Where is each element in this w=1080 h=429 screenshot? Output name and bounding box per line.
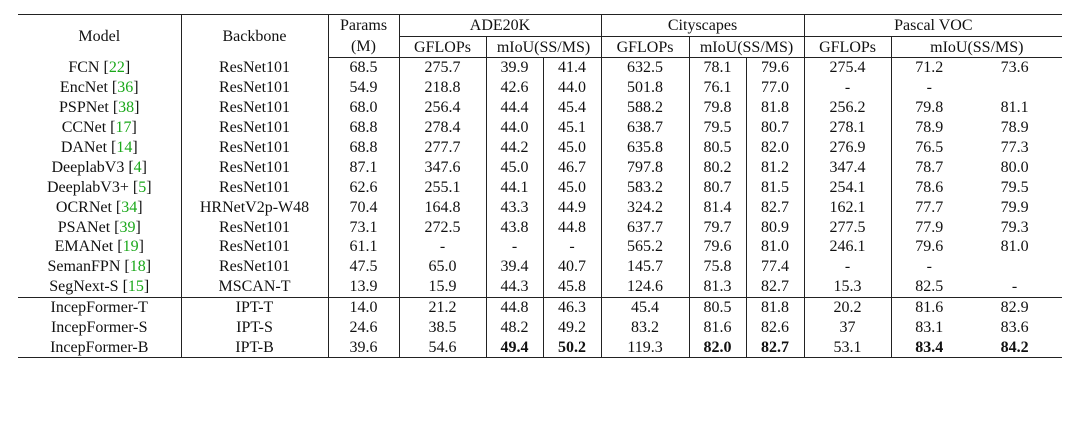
ade-value-cell: 54.6 <box>399 337 486 357</box>
citation-link[interactable]: 4 <box>133 158 142 176</box>
voc-value-cell: - <box>926 79 932 97</box>
city-value-cell: 77.0 <box>746 78 804 98</box>
city-value-cell: 81.2 <box>746 157 804 177</box>
city-value-cell: 637.7 <box>601 217 689 237</box>
model-name-cell <box>18 318 181 338</box>
ade-value-cell: 44.8 <box>486 297 543 317</box>
params-cell: 54.9 <box>328 78 399 98</box>
ade-value-cell: 43.3 <box>486 197 543 217</box>
voc-value-cell: 79.9 <box>1000 198 1029 216</box>
backbone-cell: MSCAN-T <box>181 277 328 297</box>
city-value-cell: 81.3 <box>689 277 746 297</box>
params-cell: 87.1 <box>328 157 399 177</box>
model-name: EMANet <box>54 238 114 256</box>
voc-value-cell: 79.6 <box>915 238 944 256</box>
city-value-cell-bold: 82.7 <box>761 338 790 356</box>
voc-value-cell: 76.5 <box>915 139 944 156</box>
city-value-cell: 145.7 <box>601 257 689 277</box>
city-value-cell: 45.4 <box>601 297 689 317</box>
city-value-cell: 82.6 <box>746 318 804 338</box>
city-value-cell: 588.2 <box>601 98 689 118</box>
citation-link[interactable]: 19 <box>122 238 139 256</box>
ade-value-cell: 45.0 <box>486 157 543 177</box>
voc-value-cell: 275.4 <box>804 58 891 78</box>
ours-rows <box>18 297 1062 358</box>
ade-value-cell: 48.2 <box>486 318 543 338</box>
backbone-cell: ResNet101 <box>181 237 328 257</box>
model-name: SemanFPN <box>47 258 121 276</box>
voc-value-cell: - <box>804 78 891 98</box>
voc-value-cell: 71.2 <box>915 59 944 77</box>
ade-value-cell: 42.6 <box>486 78 543 98</box>
citation-link[interactable]: 5 <box>138 178 147 196</box>
city-value-cell: 565.2 <box>601 237 689 257</box>
model-name-cell: DANet [14] <box>18 138 181 158</box>
voc-value-cell: 277.5 <box>804 217 891 237</box>
city-value-cell: 119.3 <box>601 337 689 357</box>
table-row <box>18 217 1062 237</box>
model-name: FCN <box>68 59 100 77</box>
model-name-cell <box>18 337 181 357</box>
table-row <box>18 138 1062 158</box>
city-value-cell: 77.4 <box>746 257 804 277</box>
city-value-cell: 80.9 <box>746 217 804 237</box>
voc-value-cell: 77.3 <box>1000 139 1029 156</box>
ade-value-cell-bold: 50.2 <box>558 338 587 356</box>
header-dataset-cityscapes: Cityscapes <box>601 15 804 37</box>
table-row <box>18 157 1062 177</box>
city-value-cell: 76.1 <box>689 78 746 98</box>
model-name: SegNext-S <box>49 278 119 296</box>
ade-value-cell: 45.0 <box>543 138 601 158</box>
ade-value-cell: 164.8 <box>399 197 486 217</box>
voc-value-cell: 15.3 <box>804 277 891 297</box>
backbone-cell: HRNetV2p-W48 <box>181 197 328 217</box>
header-row-1 <box>18 15 1062 37</box>
header-miou: mIoU(SS/MS) <box>891 37 1062 58</box>
ade-value-cell: 49.2 <box>543 318 601 338</box>
table-row <box>18 318 1062 338</box>
model-name: PSPNet <box>59 99 109 117</box>
voc-value-cell-bold: 84.2 <box>1000 338 1029 356</box>
header-params-line2: (M) <box>328 37 399 58</box>
city-value-cell: 82.0 <box>746 138 804 158</box>
model-name-cell: SegNext-S [15] <box>18 277 181 297</box>
ade-value-cell: 277.7 <box>399 138 486 158</box>
voc-value-cell: 77.7 <box>915 198 944 216</box>
backbone-cell: ResNet101 <box>181 217 328 237</box>
table-row <box>18 277 1062 297</box>
ade-value-cell <box>486 337 543 357</box>
voc-value-cell: 83.1 <box>915 319 944 337</box>
voc-value-cell: 79.3 <box>1000 218 1029 236</box>
citation-link[interactable]: 38 <box>118 99 135 117</box>
params-cell: 68.8 <box>328 118 399 138</box>
backbone-cell: IPT-T <box>181 297 328 317</box>
params-cell: 68.5 <box>328 58 399 78</box>
model-name-cell: OCRNet [34] <box>18 197 181 217</box>
table-row <box>18 297 1062 317</box>
voc-value-cell: 79.5 <box>1000 178 1029 196</box>
table-row <box>18 197 1062 217</box>
backbone-cell: ResNet101 <box>181 78 328 98</box>
model-name: IncepFormer-T <box>50 299 148 317</box>
city-value-cell: 83.2 <box>601 318 689 338</box>
city-value-cell: 632.5 <box>601 58 689 78</box>
voc-value-cell: 53.1 <box>804 337 891 357</box>
ade-value-cell: - <box>399 237 486 257</box>
voc-value-cell: 78.6 <box>915 178 944 196</box>
params-cell: 61.1 <box>328 237 399 257</box>
header-miou: mIoU(SS/MS) <box>486 37 601 58</box>
citation-link[interactable]: 34 <box>121 198 138 216</box>
ade-value-cell: 43.8 <box>486 217 543 237</box>
voc-value-cell: 81.0 <box>1000 238 1029 256</box>
params-cell: 68.0 <box>328 98 399 118</box>
model-name-cell: CCNet [17] <box>18 118 181 138</box>
ade-value-cell: 218.8 <box>399 78 486 98</box>
ade-value-cell: 45.1 <box>543 118 601 138</box>
voc-value-cell <box>967 78 1062 98</box>
header-backbone: Backbone <box>181 15 328 58</box>
voc-value-cell: 78.9 <box>1000 119 1029 137</box>
table-row <box>18 177 1062 197</box>
voc-value-cell: 81.6 <box>891 297 967 317</box>
model-name-cell: PSPNet [38] <box>18 98 181 118</box>
city-value-cell: 82.7 <box>746 197 804 217</box>
ade-value-cell: 44.8 <box>543 217 601 237</box>
model-name-cell <box>18 297 181 317</box>
voc-value-cell: - <box>1011 278 1018 296</box>
ade-value-cell: 275.7 <box>399 58 486 78</box>
city-value-cell-bold: 82.0 <box>703 338 732 356</box>
citation-link[interactable]: 36 <box>117 79 134 97</box>
ade-value-cell: 256.4 <box>399 98 486 118</box>
model-name-cell: FCN [22] <box>18 58 181 78</box>
voc-value-cell: 162.1 <box>804 197 891 217</box>
table-row <box>18 58 1062 78</box>
ade-value-cell: 44.0 <box>543 78 601 98</box>
city-value-cell <box>689 337 746 357</box>
backbone-cell: ResNet101 <box>181 257 328 277</box>
city-value-cell: 81.6 <box>689 318 746 338</box>
voc-value-cell: 79.8 <box>915 99 944 117</box>
city-value-cell: 501.8 <box>601 78 689 98</box>
backbone-cell: ResNet101 <box>181 58 328 78</box>
ade-value-cell: 278.4 <box>399 118 486 138</box>
params-cell: 62.6 <box>328 177 399 197</box>
city-value-cell <box>746 337 804 357</box>
table-row <box>18 118 1062 138</box>
voc-value-cell: 278.1 <box>804 118 891 138</box>
model-name-cell: SemanFPN [18] <box>18 257 181 277</box>
header-dataset-pascal-voc: Pascal VOC <box>804 15 1062 37</box>
ade-value-cell: 272.5 <box>399 217 486 237</box>
city-value-cell: 81.4 <box>689 197 746 217</box>
params-cell: 68.8 <box>328 138 399 158</box>
ade-value-cell: 15.9 <box>399 277 486 297</box>
model-name: DeeplabV3+ <box>46 178 129 196</box>
city-value-cell: 82.7 <box>746 277 804 297</box>
ade-value-cell: 44.3 <box>486 277 543 297</box>
model-name-cell: DeeplabV3 [4] <box>18 157 181 177</box>
voc-value-cell: 81.1 <box>1000 99 1029 117</box>
city-value-cell: 78.1 <box>689 58 746 78</box>
city-value-cell: 80.2 <box>689 157 746 177</box>
header-miou: mIoU(SS/MS) <box>689 37 804 58</box>
voc-value-cell: - <box>804 257 891 277</box>
city-value-cell: 583.2 <box>601 177 689 197</box>
citation-link[interactable]: 15 <box>127 278 144 296</box>
ade-value-cell: 65.0 <box>399 257 486 277</box>
baseline-rows <box>18 58 1062 298</box>
ade-value-cell: 44.2 <box>486 138 543 158</box>
model-name: DeeplabV3 <box>51 158 125 176</box>
table-row <box>18 257 1062 277</box>
voc-value-cell: 83.6 <box>1000 319 1029 337</box>
params-cell: 14.0 <box>328 297 399 317</box>
ade-value-cell: 45.4 <box>543 98 601 118</box>
backbone-cell: ResNet101 <box>181 118 328 138</box>
city-value-cell: 81.8 <box>746 297 804 317</box>
citation-link[interactable]: 17 <box>115 119 132 137</box>
citation-link[interactable]: 22 <box>108 59 125 77</box>
city-value-cell: 79.6 <box>689 237 746 257</box>
header-dataset-ade20k: ADE20K <box>399 15 601 37</box>
voc-value-cell: 276.9 <box>804 138 891 158</box>
ade-value-cell: 39.9 <box>486 58 543 78</box>
header-params-line1: Params <box>328 15 399 37</box>
city-value-cell: 79.5 <box>689 118 746 138</box>
ade-value-cell: 45.8 <box>543 277 601 297</box>
voc-value-cell: 78.9 <box>915 119 944 137</box>
ade-value-cell: 44.9 <box>543 197 601 217</box>
ade-value-cell: 44.0 <box>486 118 543 138</box>
backbone-cell: ResNet101 <box>181 138 328 158</box>
voc-value-cell: 78.7 <box>915 158 944 176</box>
city-value-cell: 81.0 <box>746 237 804 257</box>
results-table <box>18 14 1062 358</box>
params-cell: 24.6 <box>328 318 399 338</box>
voc-value-cell: 73.6 <box>1000 59 1029 77</box>
params-cell: 13.9 <box>328 277 399 297</box>
citation-link[interactable]: 18 <box>129 258 146 276</box>
voc-value-cell: - <box>926 258 932 276</box>
table-row <box>18 337 1062 357</box>
backbone-cell: IPT-S <box>181 318 328 338</box>
ade-value-cell <box>543 337 601 357</box>
ade-value-cell: 45.0 <box>543 177 601 197</box>
results-table-container <box>18 14 1062 358</box>
voc-value-cell: 37 <box>804 318 891 338</box>
citation-link[interactable]: 14 <box>116 139 133 156</box>
ade-value-cell: 347.6 <box>399 157 486 177</box>
voc-value-cell: 20.2 <box>804 297 891 317</box>
city-value-cell: 797.8 <box>601 157 689 177</box>
header-gflops: GFLOPs <box>399 37 486 58</box>
model-name: EncNet <box>59 79 108 97</box>
voc-value-cell: 82.9 <box>967 297 1062 317</box>
model-name-cell: DeeplabV3+ [5] <box>18 177 181 197</box>
backbone-cell: ResNet101 <box>181 157 328 177</box>
table-row <box>18 78 1062 98</box>
city-value-cell: 80.5 <box>689 297 746 317</box>
ade-value-cell: 39.4 <box>486 257 543 277</box>
city-value-cell: 81.5 <box>746 177 804 197</box>
model-name: CCNet <box>61 119 107 137</box>
voc-value-cell <box>891 337 967 357</box>
ade-value-cell-bold: 49.4 <box>500 338 529 356</box>
model-name: DANet <box>60 139 108 156</box>
header-gflops: GFLOPs <box>804 37 891 58</box>
city-value-cell: 635.8 <box>601 138 689 158</box>
backbone-cell: ResNet101 <box>181 98 328 118</box>
voc-value-cell: 347.4 <box>804 157 891 177</box>
header-gflops: GFLOPs <box>601 37 689 58</box>
ade-value-cell: 255.1 <box>399 177 486 197</box>
params-cell: 73.1 <box>328 217 399 237</box>
voc-value-cell-bold: 83.4 <box>915 338 944 356</box>
header-model: Model <box>18 15 181 58</box>
ade-value-cell: 21.2 <box>399 297 486 317</box>
city-value-cell: 81.8 <box>746 98 804 118</box>
ade-value-cell: 44.1 <box>486 177 543 197</box>
city-value-cell: 80.7 <box>746 118 804 138</box>
voc-value-cell: 77.9 <box>915 218 944 236</box>
params-cell: 70.4 <box>328 197 399 217</box>
ade-value-cell: - <box>543 237 601 257</box>
model-name: OCRNet <box>55 198 112 216</box>
ade-value-cell: 41.4 <box>543 58 601 78</box>
ade-value-cell: 46.7 <box>543 157 601 177</box>
model-name-cell: PSANet [39] <box>18 217 181 237</box>
model-name-cell: EncNet [36] <box>18 78 181 98</box>
voc-value-cell <box>967 257 1062 277</box>
city-value-cell: 75.8 <box>689 257 746 277</box>
table-row <box>18 98 1062 118</box>
city-value-cell: 124.6 <box>601 277 689 297</box>
backbone-cell: IPT-B <box>181 337 328 357</box>
model-name: PSANet <box>57 218 111 236</box>
city-value-cell: 324.2 <box>601 197 689 217</box>
city-value-cell: 79.6 <box>746 58 804 78</box>
city-value-cell: 80.5 <box>689 138 746 158</box>
ade-value-cell: - <box>486 237 543 257</box>
model-name: IncepFormer-S <box>50 319 148 337</box>
table-row <box>18 237 1062 257</box>
ade-value-cell: 38.5 <box>399 318 486 338</box>
citation-link[interactable]: 39 <box>119 218 136 236</box>
city-value-cell: 80.7 <box>689 177 746 197</box>
model-name: IncepFormer-B <box>50 338 149 356</box>
backbone-cell: ResNet101 <box>181 177 328 197</box>
voc-value-cell: 82.5 <box>915 278 944 296</box>
ade-value-cell: 46.3 <box>543 297 601 317</box>
params-cell: 39.6 <box>328 337 399 357</box>
city-value-cell: 638.7 <box>601 118 689 138</box>
voc-value-cell: 246.1 <box>804 237 891 257</box>
city-value-cell: 79.7 <box>689 217 746 237</box>
ade-value-cell: 44.4 <box>486 98 543 118</box>
voc-value-cell: 254.1 <box>804 177 891 197</box>
city-value-cell: 79.8 <box>689 98 746 118</box>
voc-value-cell: 256.2 <box>804 98 891 118</box>
model-name-cell: EMANet [19] <box>18 237 181 257</box>
voc-value-cell <box>967 337 1062 357</box>
params-cell: 47.5 <box>328 257 399 277</box>
voc-value-cell: 80.0 <box>1000 158 1029 176</box>
ade-value-cell: 40.7 <box>543 257 601 277</box>
